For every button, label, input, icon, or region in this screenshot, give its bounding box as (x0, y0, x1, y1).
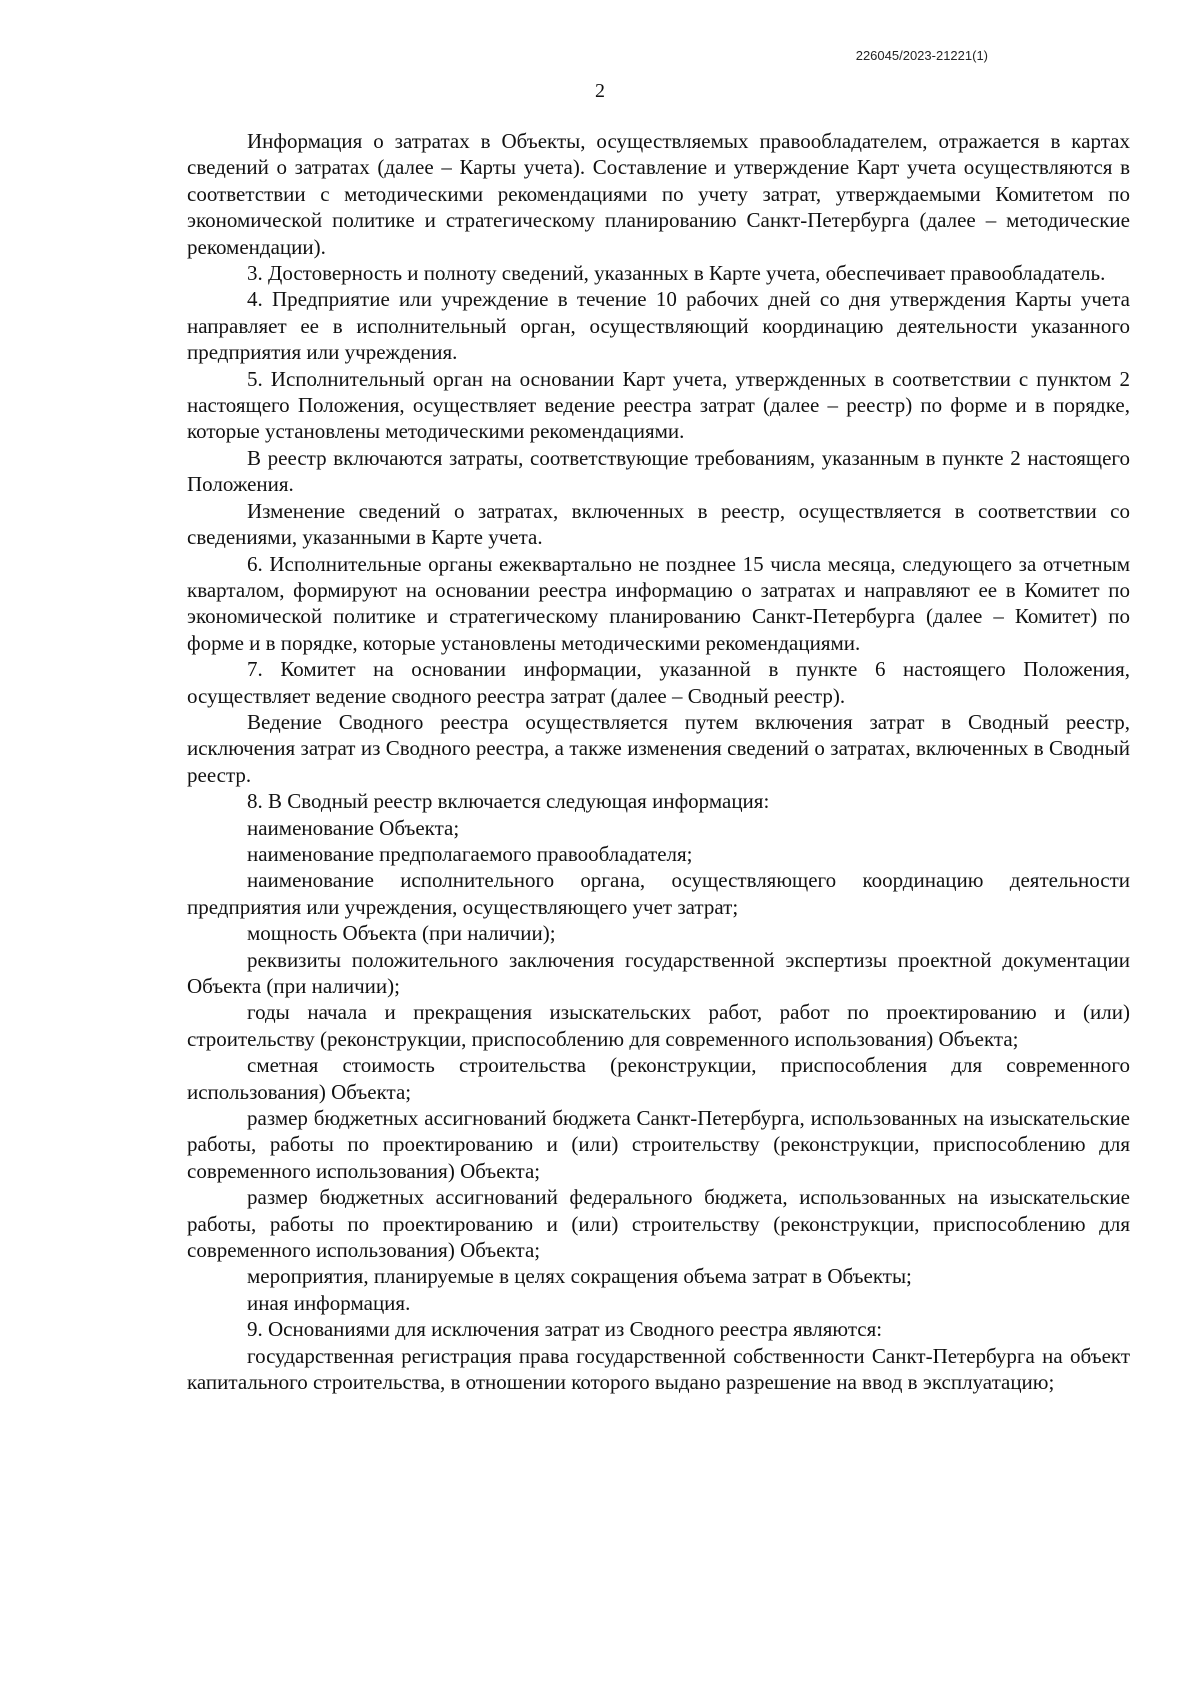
paragraph: 7. Комитет на основании информации, указанной в пункте 6 настоящего Положения, осуществляет ведение сводного реестра затрат (далее – Сводный реестр). (187, 657, 1130, 708)
document-body (187, 128, 1130, 1396)
list-item: наименование предполагаемого правообладателя; (247, 841, 693, 866)
list-item: размер бюджетных ассигнований бюджета Санкт-Петербурга, использованных на изыскательские работы, работы по проектированию и (или) строительству (реконструкции, приспособлению для современного использования) Объекта; (187, 1106, 1130, 1183)
list-item: наименование Объекта; (247, 815, 460, 840)
list-item: годы начала и прекращения изыскательских работ, работ по проектированию и (или) строительству (реконструкции, приспособлению для современного использования) Объекта; (187, 1000, 1130, 1051)
paragraph: 4. Предприятие или учреждение в течение 10 рабочих дней со дня утверждения Карты учета направляет ее в исполнительный орган, осуществляющий координацию деятельности указанного предприятия или учреждения. (187, 287, 1130, 365)
list-item: мероприятия, планируемые в целях сокращения объема затрат в Объекты; (247, 1264, 912, 1289)
page-number: 2 (595, 80, 605, 102)
paragraph: 9. Основаниями для исключения затрат из Сводного реестра являются: (247, 1317, 883, 1342)
paragraph: 6. Исполнительные органы ежеквартально не позднее 15 числа месяца, следующего за отчетным кварталом, формируют на основании реестра информацию о затратах и направляют ее в Комитет по экономической политике и стратегическому планированию Санкт-Петербурга (далее – Комитет) по форме и в порядке, которые установлены методическими рекомендациями. (187, 551, 1130, 655)
list-item: размер бюджетных ассигнований федерального бюджета, использованных на изыскательские работы, работы по проектированию и (или) строительству (реконструкции, приспособлению для современного использования) Объекта; (187, 1185, 1130, 1263)
list-item: сметная стоимость строительства (реконструкции, приспособления для современного использования) Объекта; (187, 1053, 1130, 1104)
paragraph: 3. Достоверность и полноту сведений, указанных в Карте учета, обеспечивает правообладатель. (247, 261, 1106, 286)
list-item: государственная регистрация права государственной собственности Санкт-Петербурга на объект капитального строительства, в отношении которого выдано разрешение на ввод в эксплуатацию; (187, 1343, 1130, 1395)
list-item: мощность Объекта (при наличии); (247, 921, 556, 946)
paragraph: Информация о затратах в Объекты, осуществляемых правообладателем, отражается в картах сведений о затратах (далее – Карты учета). Составление и утверждение Карт учета осуществляются в соответствии с методическими рекомендациями по учету затрат, утверждаемыми Комитетом по экономической политике и стратегическому планированию Санкт-Петербурга (далее – методические рекомендации). (187, 129, 1130, 259)
document-id: 226045/2023-21221(1) (855, 48, 988, 63)
paragraph: Ведение Сводного реестра осуществляется путем включения затрат в Сводный реестр, исключения затрат из Сводного реестра, а также изменения сведений о затратах, включенных в Сводный реестр. (187, 709, 1130, 787)
paragraph: 5. Исполнительный орган на основании Карт учета, утвержденных в соответствии с пунктом 2 настоящего Положения, осуществляет ведение реестра затрат (далее – реестр) по форме и в порядке, которые установлены методическими рекомендациями. (187, 366, 1130, 444)
paragraph: 8. В Сводный реестр включается следующая информация: (247, 789, 770, 814)
paragraph: Изменение сведений о затратах, включенных в реестр, осуществляется в соответствии со сведениями, указанными в Карте учета. (187, 498, 1130, 550)
list-item: реквизиты положительного заключения государственной экспертизы проектной документации Объекта (при наличии); (187, 947, 1130, 998)
list-item: иная информация. (247, 1290, 411, 1315)
list-item: наименование исполнительного органа, осуществляющего координацию деятельности предприятия или учреждения, осуществляющего учет затрат; (187, 868, 1130, 919)
paragraph: В реестр включаются затраты, соответствующие требованиям, указанным в пункте 2 настоящего Положения. (187, 445, 1130, 497)
